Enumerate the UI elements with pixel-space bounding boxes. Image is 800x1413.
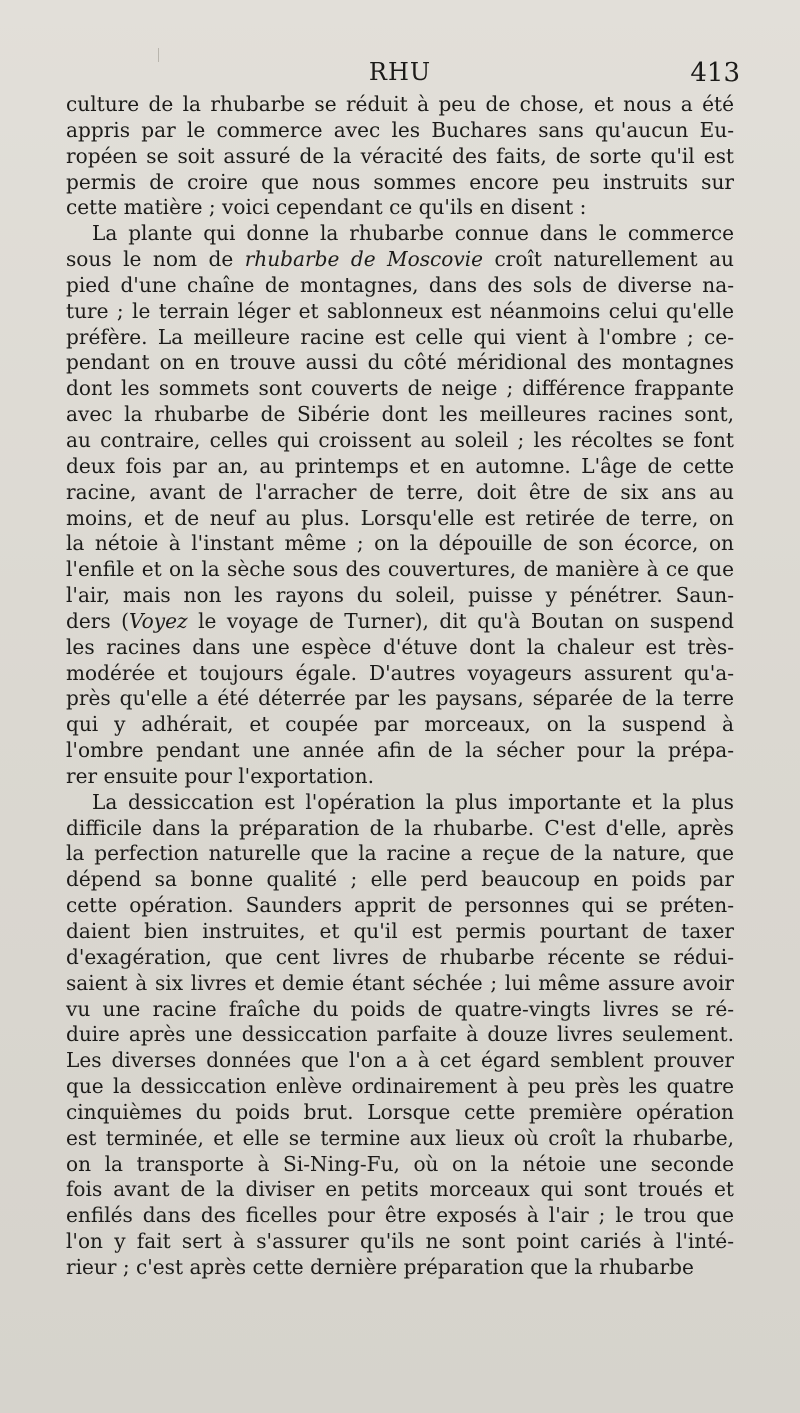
text-line: la nétoie à l'instant même ; on la dépouille de son écorce, on: [66, 531, 734, 556]
text-line: modérée et toujours égale. D'autres voyageurs assurent qu'a-: [66, 660, 734, 685]
text-line: la perfection naturelle que la racine a reçue de la nature, que: [66, 841, 734, 866]
text-line: dépend sa bonne qualité ; elle perd beaucoup en poids par: [66, 867, 734, 892]
text-line: daient bien instruites, et qu'il est permis pourtant de taxer: [66, 919, 734, 943]
text-line: Les diverses données que l'on a à cet égard semblent prouver: [66, 1048, 734, 1073]
text-line: pendant on en trouve aussi du côté méridional des montagnes: [66, 350, 734, 375]
text-line: l'on y fait sert à s'assurer qu'ils ne sont point cariés à l'inté-: [66, 1229, 734, 1254]
text-line: cette opération. Saunders apprit de personnes qui se préten-: [66, 893, 734, 918]
text-line: l'air, mais non les rayons du soleil, puisse y pénétrer. Saun-: [66, 583, 734, 608]
text-line: préfère. La meilleure racine est celle qui vient à l'ombre ; ce-: [66, 324, 734, 349]
text-line: racine, avant de l'arracher de terre, doit être de six ans au: [66, 479, 734, 504]
paragraph: [66, 221, 734, 790]
text-line: pied d'une chaîne de montagnes, dans des sols de diverse na-: [66, 272, 734, 297]
text-line: rieur ; c'est après cette dernière préparation que la rhubarbe: [66, 1254, 694, 1279]
text-line: enfilés dans des ficelles pour être exposés à l'air ; le trou que: [66, 1203, 734, 1228]
text-line: on la transporte à Si-Ning-Fu, où on la nétoie une seconde: [66, 1151, 734, 1176]
text-line: dont les sommets sont couverts de neige ; différence frappante: [66, 376, 734, 401]
paragraph: [66, 790, 734, 1281]
text-line: les racines dans une espèce d'étuve dont la chaleur est très-: [66, 634, 734, 659]
text-line: d'exagération, que cent livres de rhubarbe récente se rédui-: [66, 944, 734, 969]
text-line: cinquièmes du poids brut. Lorsque cette première opération: [66, 1099, 734, 1124]
text-line: que la dessiccation enlève ordinairement à peu près les quatre: [66, 1074, 734, 1099]
text-line: cette matière ; voici cependant ce qu'ils en disent :: [66, 195, 587, 220]
text-line: rer ensuite pour l'exportation.: [66, 763, 374, 788]
running-head-title: RHU: [368, 58, 432, 86]
page-number: 413: [690, 58, 740, 88]
text-line: culture de la rhubarbe se réduit à peu de chose, et nous a été: [66, 92, 734, 116]
text-line: près qu'elle a été déterrée par les paysans, séparée de la terre: [66, 686, 734, 711]
text-line: ropéen se soit assuré de la véracité des faits, de sorte qu'il est: [66, 143, 734, 168]
text-line: avec la rhubarbe de Sibérie dont les meilleures racines sont,: [66, 402, 734, 427]
text-line: ders (Voyez le voyage de Turner), dit qu'à Boutan on suspend: [66, 608, 734, 633]
text-line: l'enfile et on la sèche sous des couvertures, de manière à ce que: [66, 557, 734, 582]
text-line: saient à six livres et demie étant séchée ; lui même assure avoir: [66, 970, 734, 995]
paragraph: [66, 92, 734, 221]
text-line: vu une racine fraîche du poids de quatre-vingts livres se ré-: [66, 996, 734, 1021]
text-line: La dessiccation est l'opération la plus importante et la plus: [92, 789, 734, 814]
running-head: [60, 58, 740, 94]
text-line: au contraire, celles qui croissent au soleil ; les récoltes se font: [66, 427, 734, 452]
text-line: moins, et de neuf au plus. Lorsqu'elle est retirée de terre, on: [66, 505, 734, 530]
text-line: duire après une dessiccation parfaite à douze livres seulement.: [66, 1022, 734, 1047]
text-line: deux fois par an, au printemps et en automne. L'âge de cette: [66, 453, 734, 478]
text-line: qui y adhérait, et coupée par morceaux, on la suspend à: [66, 712, 734, 737]
text-line: difficile dans la préparation de la rhubarbe. C'est d'elle, après: [66, 815, 734, 840]
text-line: permis de croire que nous sommes encore peu instruits sur: [66, 169, 734, 194]
text-line: fois avant de la diviser en petits morceaux qui sont troués et: [66, 1177, 734, 1202]
text-line: La plante qui donne la rhubarbe connue dans le commerce: [92, 221, 734, 246]
text-line: sous le nom de rhubarbe de Moscovie croît naturellement au: [66, 247, 734, 272]
body-text: [66, 92, 734, 1281]
text-line: est terminée, et elle se termine aux lieux où croît la rhubarbe,: [66, 1125, 734, 1150]
text-line: appris par le commerce avec les Buchares sans qu'aucun Eu-: [66, 117, 734, 142]
text-line: l'ombre pendant une année afin de la sécher pour la prépa-: [66, 738, 734, 763]
text-line: ture ; le terrain léger et sablonneux est néanmoins celui qu'elle: [66, 298, 734, 323]
